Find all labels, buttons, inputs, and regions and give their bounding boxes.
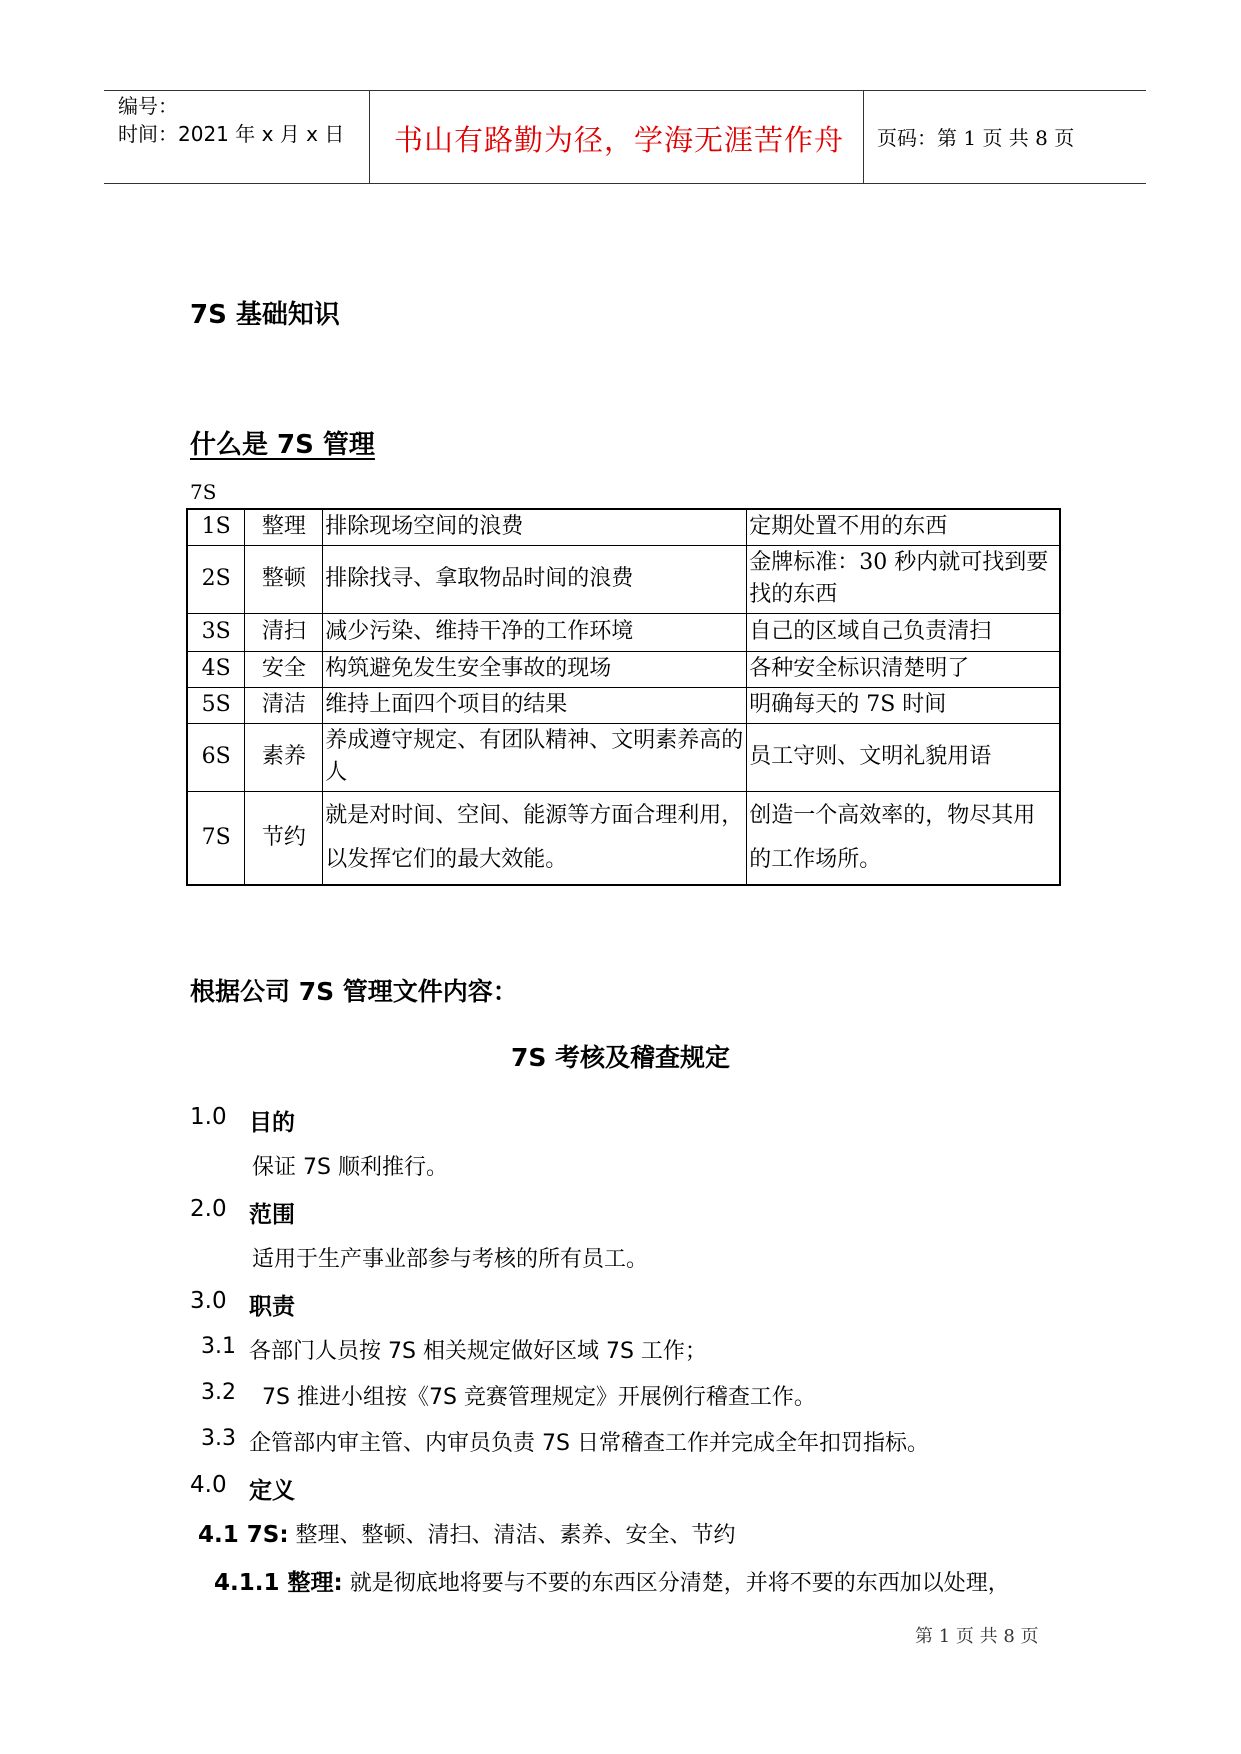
section-4-1-1-text: 就是彻底地将要与不要的东西区分清楚，并将不要的东西加以处理， — [349, 1571, 1010, 1596]
row-desc: 减少污染、维持干净的工作环境 — [323, 613, 747, 651]
section-3-3-number: 3.3 — [201, 1426, 236, 1451]
row-name: 安全 — [245, 651, 323, 687]
table-row — [187, 545, 1060, 613]
section-1-text: 保证 7S 顺利推行。 — [252, 1155, 448, 1180]
table-row — [187, 687, 1060, 723]
header-time-label: 时间：2021 年 x 月 x 日 — [118, 122, 345, 146]
header-top-rule — [104, 90, 1146, 91]
section-4-1-line — [198, 1518, 736, 1549]
row-name: 清洁 — [245, 687, 323, 723]
row-code: 1S — [187, 509, 245, 545]
section-3-title: 职责 — [249, 1294, 295, 1320]
row-desc: 维持上面四个项目的结果 — [323, 687, 747, 723]
section-3-1-number: 3.1 — [201, 1334, 236, 1359]
row-standard: 员工守则、文明礼貌用语 — [747, 723, 1060, 791]
section-4-1-text: 整理、整顿、清扫、清洁、素养、安全、节约 — [295, 1523, 736, 1548]
7s-table — [186, 508, 1061, 886]
header-divider-left — [369, 90, 370, 183]
row-name: 整理 — [245, 509, 323, 545]
section-3-2-text: 7S 推进小组按《7S 竞赛管理规定》开展例行稽查工作。 — [262, 1385, 816, 1410]
header-page-info: 页码：第 1 页 共 8 页 — [877, 126, 1075, 150]
table-caption: 7S — [190, 480, 217, 504]
row-name: 节约 — [245, 791, 323, 885]
row-name: 整顿 — [245, 545, 323, 613]
row-code: 4S — [187, 651, 245, 687]
row-standard: 定期处置不用的东西 — [747, 509, 1060, 545]
row-standard: 明确每天的 7S 时间 — [747, 687, 1060, 723]
section-4-1-1-label: 4.1.1 整理: — [214, 1570, 343, 1596]
table-row — [187, 651, 1060, 687]
page-footer: 第 1 页 共 8 页 — [915, 1626, 1039, 1647]
row-standard: 创造一个高效率的，物尽其用的工作场所。 — [747, 791, 1060, 885]
row-standard: 金牌标准：30 秒内就可找到要找的东西 — [747, 545, 1060, 613]
section-1-number: 1.0 — [190, 1104, 227, 1130]
section-4-number: 4.0 — [190, 1472, 227, 1498]
section-2-text: 适用于生产事业部参与考核的所有员工。 — [252, 1247, 649, 1272]
row-desc: 就是对时间、空间、能源等方面合理利用，以发挥它们的最大效能。 — [323, 791, 747, 885]
row-standard: 自己的区域自己负责清扫 — [747, 613, 1060, 651]
row-desc: 构筑避免发生安全事故的现场 — [323, 651, 747, 687]
section-1-title: 目的 — [249, 1110, 295, 1136]
table-row — [187, 723, 1060, 791]
rule-title: 7S 考核及稽查规定 — [510, 1043, 731, 1072]
table-row — [187, 509, 1060, 545]
section-4-1-1-line — [214, 1564, 1010, 1597]
header-motto: 书山有路勤为径，学海无涯苦作舟 — [394, 123, 845, 157]
section-4-1-label: 4.1 7S: — [198, 1522, 289, 1548]
header-number-label: 编号： — [118, 94, 178, 118]
section-4-title: 定义 — [249, 1478, 295, 1504]
section-what-is-7s: 什么是 7S 管理 — [190, 430, 375, 460]
row-code: 2S — [187, 545, 245, 613]
row-desc: 排除找寻、拿取物品时间的浪费 — [323, 545, 747, 613]
row-name: 清扫 — [245, 613, 323, 651]
row-code: 6S — [187, 723, 245, 791]
section-2-title: 范围 — [249, 1202, 295, 1228]
row-code: 3S — [187, 613, 245, 651]
row-desc: 养成遵守规定、有团队精神、文明素养高的人 — [323, 723, 747, 791]
section-3-3-text: 企管部内审主管、内审员负责 7S 日常稽查工作并完成全年扣罚指标。 — [249, 1431, 929, 1456]
section-3-number: 3.0 — [190, 1288, 227, 1314]
header-divider-right — [863, 90, 864, 183]
section-2-number: 2.0 — [190, 1196, 227, 1222]
table-row — [187, 613, 1060, 651]
section-3-1-text: 各部门人员按 7S 相关规定做好区域 7S 工作； — [249, 1339, 707, 1364]
header-bottom-rule — [104, 183, 1146, 184]
row-standard: 各种安全标识清楚明了 — [747, 651, 1060, 687]
row-code: 5S — [187, 687, 245, 723]
according-heading: 根据公司 7S 管理文件内容： — [190, 977, 518, 1006]
row-name: 素养 — [245, 723, 323, 791]
table-row — [187, 791, 1060, 885]
row-code: 7S — [187, 791, 245, 885]
row-desc: 排除现场空间的浪费 — [323, 509, 747, 545]
section-3-2-number: 3.2 — [201, 1380, 236, 1405]
doc-title: 7S 基础知识 — [190, 300, 340, 330]
